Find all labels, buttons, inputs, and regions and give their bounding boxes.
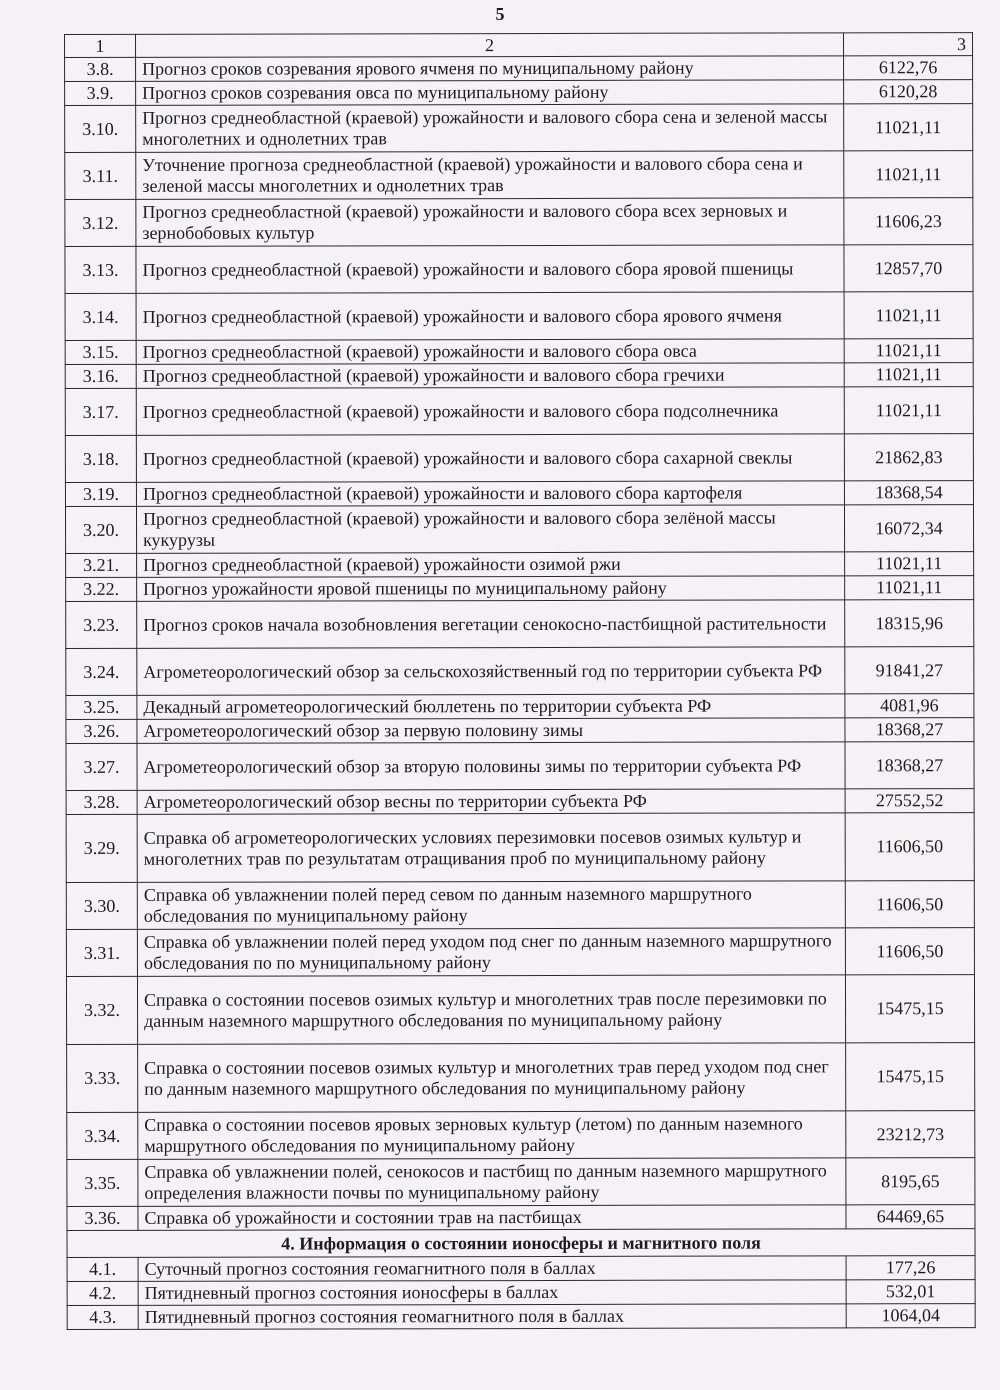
item-number: 3.24. — [66, 648, 137, 695]
item-number: 3.19. — [65, 482, 136, 506]
item-price: 15475,15 — [846, 1043, 975, 1111]
section-header-row — [67, 1229, 975, 1258]
item-description: Справка об урожайности и состоянии трав на пастбищах — [138, 1205, 846, 1230]
table-row — [65, 434, 973, 483]
item-number: 4.1. — [67, 1257, 138, 1281]
item-description: Прогноз среднеобластной (краевой) урожайности и валового сбора всех зерновых и зернобобовых культур — [136, 198, 844, 246]
item-price: 18368,27 — [845, 742, 974, 789]
table-row — [66, 789, 974, 815]
item-price: 11021,11 — [845, 576, 974, 600]
item-description: Прогноз среднеобластной (краевой) урожайности озимой ржи — [137, 552, 845, 577]
table-row — [66, 928, 974, 977]
table-row — [65, 292, 973, 341]
item-price: 21862,83 — [844, 434, 973, 481]
item-number: 3.13. — [65, 246, 136, 293]
item-number: 3.23. — [66, 601, 137, 648]
item-description: Прогноз среднеобластной (краевой) урожайности и валового сбора ярового ячменя — [136, 292, 844, 340]
item-number: 3.29. — [66, 814, 137, 882]
item-price: 91841,27 — [845, 647, 974, 694]
item-number: 3.15. — [65, 340, 136, 364]
item-price: 15475,15 — [845, 975, 974, 1043]
item-price: 6122,76 — [844, 56, 973, 80]
item-price: 11021,11 — [845, 552, 974, 576]
item-number: 3.18. — [65, 435, 136, 482]
table-row — [67, 1280, 975, 1306]
table-row — [65, 56, 973, 82]
item-price: 11021,11 — [844, 363, 973, 387]
item-number: 3.26. — [66, 719, 137, 743]
item-description: Суточный прогноз состояния геомагнитного поля в баллах — [138, 1256, 846, 1281]
item-price: 1064,04 — [846, 1304, 975, 1328]
item-price: 18368,27 — [845, 718, 974, 742]
item-number: 3.33. — [67, 1044, 138, 1112]
table-row — [65, 104, 973, 153]
item-price: 11606,50 — [845, 928, 974, 975]
item-description: Прогноз среднеобластной (краевой) урожайности и валового сбора подсолнечника — [136, 387, 844, 435]
table-row — [67, 1043, 975, 1113]
table-row — [66, 552, 974, 578]
table-row — [65, 80, 973, 106]
item-description: Справка об агрометеорологических условиях перезимовки посевов озимых культур и многолетних трав по результатам отращивания проб по муниципальному району — [137, 813, 845, 882]
item-number: 3.25. — [66, 695, 137, 719]
item-price: 4081,96 — [845, 694, 974, 718]
item-price: 11606,50 — [845, 881, 974, 928]
item-description: Справка об увлажнении полей перед уходом под снег по данным наземного маршрутного обследования по по муниципальному району — [137, 928, 845, 976]
item-number: 3.35. — [67, 1159, 138, 1206]
column-header-2: 2 — [136, 33, 844, 57]
item-description: Прогноз урожайности яровой пшеницы по муниципальному району — [137, 576, 845, 601]
item-number: 3.12. — [65, 199, 136, 246]
item-description: Справка о состоянии посевов озимых культур и многолетних трав перед уходом под снег по данным наземного маршрутного обследования по муниципальному району — [138, 1043, 846, 1112]
item-description: Прогноз сроков созревания овса по муниципальному району — [136, 80, 844, 105]
item-price: 11606,23 — [844, 198, 973, 245]
item-number: 3.9. — [65, 81, 136, 105]
item-price: 11021,11 — [844, 339, 973, 363]
item-number: 3.8. — [65, 57, 136, 81]
item-description: Прогноз среднеобластной (краевой) урожайности и валового сбора сена и зеленой массы многолетних и однолетних трав — [136, 104, 844, 152]
item-description: Агрометеорологический обзор за первую половину зимы — [137, 718, 845, 743]
table-row — [65, 151, 973, 200]
table-row — [67, 1158, 975, 1207]
table-row — [66, 975, 974, 1045]
item-number: 3.14. — [65, 293, 136, 340]
table-row — [67, 1111, 975, 1160]
item-number: 3.20. — [65, 506, 136, 553]
item-price: 18315,96 — [845, 600, 974, 647]
table-row — [66, 742, 974, 791]
table-header-row — [65, 33, 973, 58]
item-price: 177,26 — [846, 1256, 975, 1280]
item-description: Прогноз сроков созревания ярового ячменя по муниципальному району — [136, 56, 844, 81]
item-number: 3.30. — [66, 882, 137, 929]
item-description: Агрометеорологический обзор за вторую половины зимы по территории субъекта РФ — [137, 742, 845, 790]
item-number: 4.2. — [67, 1281, 138, 1305]
item-price: 18368,54 — [844, 481, 973, 505]
item-price: 27552,52 — [845, 789, 974, 813]
column-header-1: 1 — [65, 34, 136, 57]
item-price: 11021,11 — [844, 104, 973, 151]
item-number: 3.22. — [66, 577, 137, 601]
table-row — [67, 1304, 975, 1330]
item-price: 11021,11 — [844, 387, 973, 434]
item-number: 4.3. — [67, 1305, 138, 1329]
item-description: Прогноз среднеобластной (краевой) урожайности и валового сбора гречихи — [136, 363, 844, 388]
item-description: Прогноз сроков начала возобновления вегетации сенокосно-пастбищной растительности — [137, 600, 845, 648]
item-description: Прогноз среднеобластной (краевой) урожайности и валового сбора яровой пшеницы — [136, 245, 844, 293]
item-price: 12857,70 — [844, 245, 973, 292]
item-description: Агрометеорологический обзор весны по территории субъекта РФ — [137, 789, 845, 814]
table-row — [65, 505, 973, 554]
item-description: Прогноз среднеобластной (краевой) урожайности и валового сбора зелёной массы кукурузы — [136, 505, 844, 553]
item-description: Справка об увлажнении полей, сенокосов и пастбищ по данным наземного маршрутного определения влажности почвы по муниципальному району — [138, 1158, 846, 1206]
item-price: 16072,34 — [844, 505, 973, 552]
column-header-3: 3 — [843, 33, 972, 56]
item-number: 3.16. — [65, 364, 136, 388]
item-number: 3.28. — [66, 790, 137, 814]
price-table-body — [65, 33, 976, 1330]
table-row — [66, 600, 974, 649]
item-number: 3.34. — [67, 1112, 138, 1159]
price-table — [64, 32, 976, 1330]
table-row — [65, 198, 973, 247]
section-title: 4. Информация о состоянии ионосферы и магнитного поля — [67, 1229, 975, 1258]
item-description: Уточнение прогноза среднеобластной (краевой) урожайности и валового сбора сена и зеленой массы многолетних и однолетних трав — [136, 151, 844, 199]
item-price: 11021,11 — [844, 292, 973, 339]
table-row — [65, 245, 973, 294]
item-number: 3.10. — [65, 105, 136, 152]
table-row — [66, 694, 974, 720]
item-price: 6120,28 — [844, 80, 973, 104]
item-price: 23212,73 — [846, 1111, 975, 1158]
item-price: 8195,65 — [846, 1158, 975, 1205]
item-description: Справка о состоянии посевов яровых зерновых культур (летом) по данным наземного маршрутного обследования по муниципальному району — [138, 1111, 846, 1159]
table-row — [66, 813, 974, 883]
item-number: 3.31. — [66, 929, 137, 976]
item-description: Агрометеорологический обзор за сельскохозяйственный год по территории субъекта РФ — [137, 647, 845, 695]
item-price: 64469,65 — [846, 1205, 975, 1229]
item-price: 532,01 — [846, 1280, 975, 1304]
item-description: Справка об увлажнении полей перед севом по данным наземного маршрутного обследования по муниципальному району — [137, 881, 845, 929]
item-description: Справка о состоянии посевов озимых культур и многолетних трав после перезимовки по данным наземного маршрутного обследования по муниципальному району — [137, 975, 845, 1044]
table-row — [65, 387, 973, 436]
table-row — [66, 576, 974, 602]
table-row — [65, 481, 973, 507]
item-number: 3.36. — [67, 1206, 138, 1230]
item-description: Прогноз среднеобластной (краевой) урожайности и валового сбора овса — [136, 339, 844, 364]
table-row — [67, 1205, 975, 1231]
item-description: Прогноз среднеобластной (краевой) урожайности и валового сбора картофеля — [136, 481, 844, 506]
table-row — [66, 881, 974, 930]
item-description: Декадный агрометеорологический бюллетень по территории субъекта РФ — [137, 694, 845, 719]
table-row — [67, 1256, 975, 1282]
table-row — [66, 718, 974, 744]
item-description: Пятидневный прогноз состояния ионосферы в баллах — [138, 1280, 846, 1305]
item-number: 3.21. — [66, 553, 137, 577]
table-row — [65, 339, 973, 365]
item-number: 3.27. — [66, 743, 137, 790]
item-description: Прогноз среднеобластной (краевой) урожайности и валового сбора сахарной свеклы — [136, 434, 844, 482]
table-row — [66, 647, 974, 696]
page-number: 5 — [495, 4, 505, 24]
item-price: 11021,11 — [844, 151, 973, 198]
item-number: 3.32. — [66, 976, 137, 1044]
table-row — [65, 363, 973, 389]
item-number: 3.11. — [65, 152, 136, 199]
item-price: 11606,50 — [845, 813, 974, 881]
item-number: 3.17. — [65, 388, 136, 435]
item-description: Пятидневный прогноз состояния геомагнитного поля в баллах — [138, 1304, 846, 1329]
